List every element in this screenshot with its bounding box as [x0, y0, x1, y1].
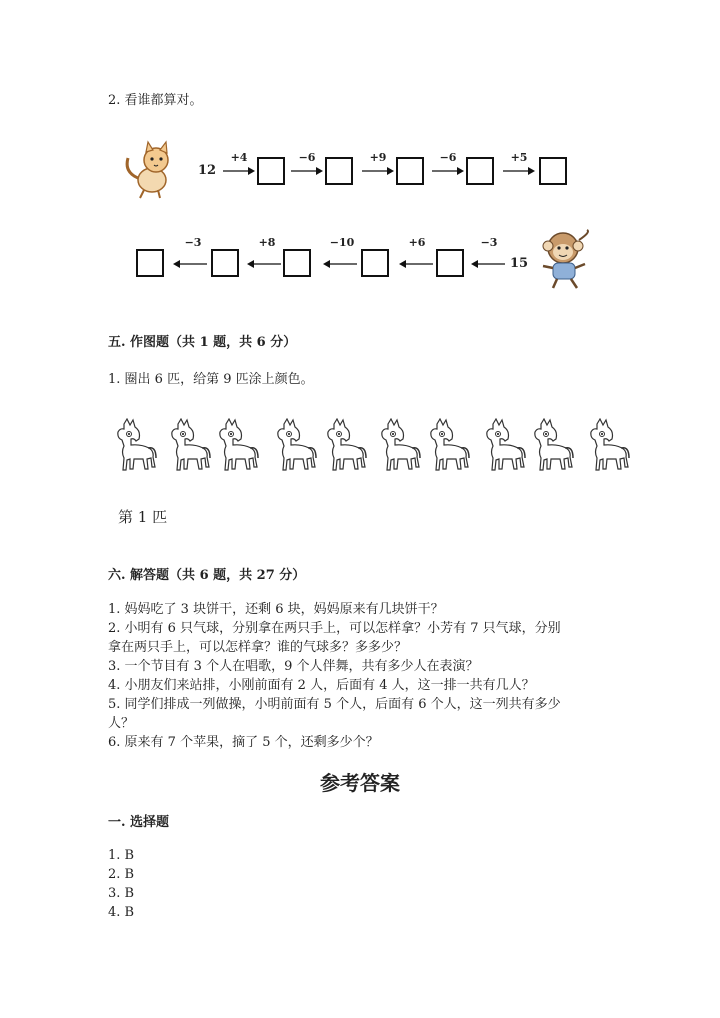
- horse-icon[interactable]: [376, 418, 422, 478]
- monkey-illustration: [535, 228, 593, 290]
- section-6-line: 4. 小朋友们来站排，小刚前面有 2 人，后面有 4 人，这一排一共有几人？: [108, 678, 535, 693]
- row2-op-2: +8: [258, 236, 276, 249]
- left-arrow-icon: [172, 259, 208, 269]
- horse-icon[interactable]: [585, 418, 631, 478]
- answers-title: 参考答案: [320, 771, 400, 795]
- section-6-line: 拿在两只手上，可以怎样拿？谁的气球多？多多少？: [108, 640, 408, 655]
- horse-icon[interactable]: [529, 418, 575, 478]
- answer-box-row1-5[interactable]: [539, 157, 567, 185]
- answer-box-row1-3[interactable]: [396, 157, 424, 185]
- answer-box-row2-5[interactable]: [136, 249, 164, 277]
- answer-box-row1-1[interactable]: [257, 157, 285, 185]
- answer-box-row1-2[interactable]: [325, 157, 353, 185]
- left-arrow-icon: [246, 259, 282, 269]
- row1-start-number: 12: [198, 163, 217, 178]
- right-arrow-icon: [222, 166, 256, 176]
- section-6-line: 5. 同学们排成一列做操，小明前面有 5 个人，后面有 6 个人，这一列共有多少: [108, 697, 561, 712]
- answer-box-row2-2[interactable]: [361, 249, 389, 277]
- left-arrow-icon: [398, 259, 434, 269]
- answer-item: 2. B: [108, 867, 135, 882]
- section-5-heading: 五. 作图题（共 1 题，共 6 分）: [108, 335, 297, 350]
- answer-box-row2-4[interactable]: [211, 249, 239, 277]
- horse-icon[interactable]: [166, 418, 212, 478]
- section-6-line: 6. 原来有 7 个苹果，摘了 5 个，还剩多少个？: [108, 735, 379, 750]
- right-arrow-icon: [361, 166, 395, 176]
- horse-icon[interactable]: [481, 418, 527, 478]
- row1-op-3: +9: [369, 151, 387, 164]
- row1-op-5: +5: [510, 151, 528, 164]
- row2-op-1b: −3: [184, 236, 202, 249]
- section-6-line: 人？: [108, 716, 135, 731]
- left-arrow-icon: [470, 259, 506, 269]
- question-2-title: 2. 看谁都算对。: [108, 93, 203, 108]
- section-6-heading: 六. 解答题（共 6 题，共 27 分）: [108, 568, 306, 583]
- horse-icon[interactable]: [214, 418, 260, 478]
- horse-icon[interactable]: [425, 418, 471, 478]
- section-6-line: 2. 小明有 6 只气球，分别拿在两只手上，可以怎样拿？小芳有 7 只气球，分别: [108, 621, 561, 636]
- horse-icon[interactable]: [112, 418, 158, 478]
- horse-caption: 第 1 匹: [118, 508, 168, 526]
- answers-section-1: 一. 选择题: [108, 815, 170, 830]
- right-arrow-icon: [502, 166, 536, 176]
- answer-item: 3. B: [108, 886, 135, 901]
- answer-box-row1-4[interactable]: [466, 157, 494, 185]
- answer-box-row2-3[interactable]: [283, 249, 311, 277]
- section-5-question-1: 1. 圈出 6 匹，给第 9 匹涂上颜色。: [108, 372, 314, 387]
- row1-op-4: −6: [439, 151, 457, 164]
- answer-box-row2-1[interactable]: [436, 249, 464, 277]
- row1-op-2: −6: [298, 151, 316, 164]
- horse-icon[interactable]: [322, 418, 368, 478]
- answer-item: 4. B: [108, 905, 135, 920]
- left-arrow-icon: [322, 259, 358, 269]
- answer-item: 1. B: [108, 848, 135, 863]
- section-6-line: 3. 一个节目有 3 个人在唱歌，9 个人伴舞，共有多少人在表演？: [108, 659, 479, 674]
- row2-op-4: +6: [408, 236, 426, 249]
- row1-op-1: +4: [230, 151, 248, 164]
- right-arrow-icon: [431, 166, 465, 176]
- section-6-line: 1. 妈妈吃了 3 块饼干，还剩 6 块，妈妈原来有几块饼干？: [108, 602, 444, 617]
- right-arrow-icon: [290, 166, 324, 176]
- horse-icon[interactable]: [272, 418, 318, 478]
- cat-illustration: [118, 140, 176, 200]
- row2-start-number: 15: [510, 256, 529, 271]
- row2-op-1: −3: [480, 236, 498, 249]
- row2-op-3: −10: [329, 236, 355, 249]
